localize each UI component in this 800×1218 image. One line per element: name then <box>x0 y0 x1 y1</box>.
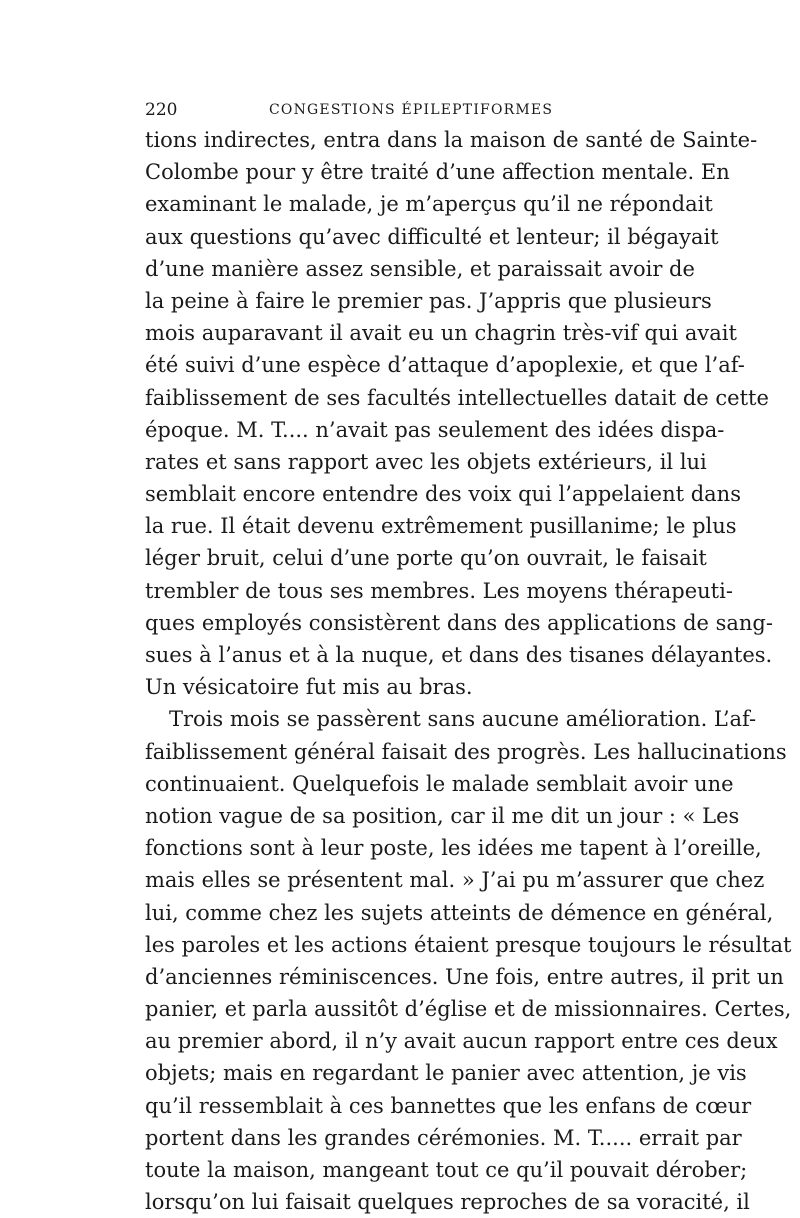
text-line: lui, comme chez les sujets atteints de démence en général, <box>145 900 774 925</box>
text-line: tions indirectes, entra dans la maison de santé de Sainte- <box>145 128 758 152</box>
text-line: fonctions sont à leur poste, les idées me tapent à l’oreille, <box>145 836 762 861</box>
text-line: continuaient. Quelquefois le malade semblait avoir une <box>145 771 734 796</box>
text-line: mais elles se présentent mal. » J’ai pu m’assurer que chez <box>145 868 765 893</box>
text-line: d’une manière assez sensible, et paraissait avoir de <box>145 256 695 281</box>
text-line: époque. M. T.... n’avait pas seulement des idées dispa- <box>145 417 725 442</box>
text-line: panier, et parla aussitôt d’église et de missionnaires. Certes, <box>145 997 792 1022</box>
text-line: la peine à faire le premier pas. J’appris que plusieurs <box>145 288 712 313</box>
text-line: les paroles et les actions étaient presque toujours le résultat <box>145 932 792 957</box>
text-line: ques employés consistèrent dans des applications de sang- <box>145 610 773 635</box>
text-line: aux questions qu’avec difficulté et lenteur; il bégayait <box>145 224 719 249</box>
text-line: qu’il ressemblait à ces bannettes que les enfans de cœur <box>145 1093 752 1118</box>
text-line: faiblissement général faisait des progrès. Les hallucinations <box>145 739 787 764</box>
text-line: d’anciennes réminiscences. Une fois, entre autres, il prit un <box>145 964 784 989</box>
running-title: CONGESTIONS ÉPILEPTIFORMES <box>269 102 554 118</box>
text-line: rates et sans rapport avec les objets extérieurs, il lui <box>145 449 707 474</box>
text-line: semblait encore entendre des voix qui l’appelaient dans <box>145 482 741 507</box>
paragraph-end-line: Un vésicatoire fut mis au bras. <box>145 675 473 700</box>
text-line: toute la maison, mangeant tout ce qu’il pouvait dérober; <box>145 1158 748 1182</box>
text-line: faiblissement de ses facultés intellectuelles datait de cette <box>145 385 769 410</box>
text-line: léger bruit, celui d’une porte qu’on ouvrait, le faisait <box>145 546 707 571</box>
text-line: mois auparavant il avait eu un chagrin très-vif qui avait <box>145 321 737 346</box>
text-line: au premier abord, il n’y avait aucun rapport entre ces deux <box>145 1029 778 1054</box>
text-line: examinant le malade, je m’aperçus qu’il ne répondait <box>145 192 713 217</box>
text-line: la rue. Il était devenu extrêmement pusillanime; le plus <box>145 514 737 539</box>
page-number: 220 <box>145 100 178 120</box>
running-head <box>145 96 665 124</box>
text-line: lorsqu’on lui faisait quelques reproches de sa voracité, il <box>145 1190 750 1215</box>
paragraph-start-line: Trois mois se passèrent sans aucune amélioration. L’af- <box>169 707 757 732</box>
text-line: trembler de tous ses membres. Les moyens thérapeuti- <box>145 578 733 603</box>
text-line: été suivi d’une espèce d’attaque d’apoplexie, et que l’af- <box>145 353 745 378</box>
text-line: Colombe pour y être traité d’une affection mentale. En <box>145 160 730 185</box>
body-text <box>145 124 792 1218</box>
text-line: sues à l’anus et à la nuque, et dans des tisanes délayantes. <box>145 643 773 667</box>
text-line: objets; mais en regardant le panier avec attention, je vis <box>145 1061 747 1086</box>
text-line: portent dans les grandes cérémonies. M. T..... errait par <box>145 1125 742 1150</box>
text-line: notion vague de sa position, car il me dit un jour : « Les <box>145 803 740 828</box>
